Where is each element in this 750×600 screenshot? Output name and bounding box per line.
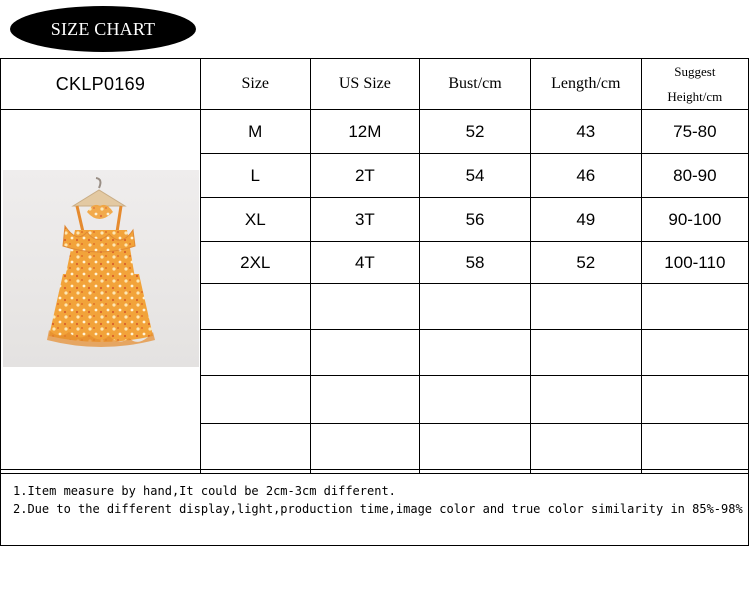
header-suggest-line1: Suggest [674,64,716,79]
row2-us-size: 2T [310,154,420,198]
row4-size: 2XL [200,242,310,284]
header-suggest-line2: Height/cm [667,89,723,104]
size-chart-table [1,59,748,474]
row2-bust: 54 [420,154,531,198]
row1-height: 75-80 [641,110,748,154]
row3-bust: 56 [420,198,531,242]
dress-illustration [3,170,199,367]
row2-height: 80-90 [641,154,748,198]
header-length: Length/cm [530,59,641,110]
row3-size: XL [200,198,310,242]
header-us-size: US Size [310,59,420,110]
row4-height: 100-110 [641,242,748,284]
product-photo-cell [1,110,200,474]
product-photo [3,170,199,367]
model-code: CKLP0169 [1,59,200,110]
row3-height: 90-100 [641,198,748,242]
note-1: 1.Item measure by hand,It could be 2cm-3cm different. [13,484,396,498]
header-size: Size [200,59,310,110]
row1-bust: 52 [420,110,531,154]
row4-length: 52 [530,242,641,284]
row3-length: 49 [530,198,641,242]
row2-size: L [200,154,310,198]
note-2: 2.Due to the different display,light,production time,image color and true color similarity in 85%-98% [13,502,743,516]
row1-us-size: 12M [310,110,420,154]
row4-us-size: 4T [310,242,420,284]
header-suggest-height [641,59,748,110]
row4-bust: 58 [420,242,531,284]
measurement-notes [1,469,748,545]
size-chart-badge [10,6,196,52]
row1-length: 43 [530,110,641,154]
table-row [1,110,748,154]
header-row [1,59,748,110]
row1-size: M [200,110,310,154]
row2-length: 46 [530,154,641,198]
size-chart-table-frame [0,58,749,546]
row3-us-size: 3T [310,198,420,242]
header-bust: Bust/cm [420,59,531,110]
size-chart-title: SIZE CHART [50,18,156,39]
